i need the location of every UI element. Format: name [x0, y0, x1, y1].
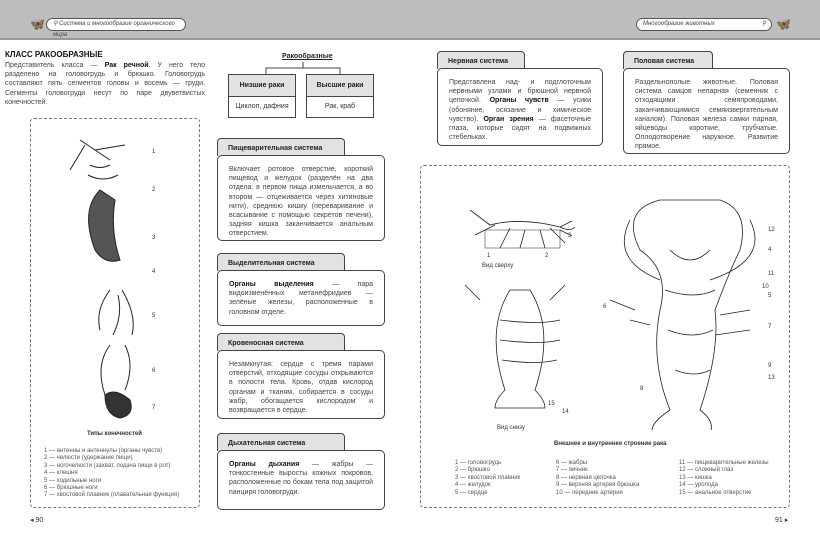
left-header-search[interactable]: [46, 18, 186, 38]
marker-2: 2: [152, 187, 156, 193]
figure-caption: Внешнее и внутреннее строение рака: [554, 441, 667, 447]
circulatory-system-box: Незамкнутая: сердце с тремя парами отверстий, отходящие сосуды открываются в полости тела. Кровь, отдав кислород органам и тканям, собирается в сосуды жабр, обогащается кислородом и возвращается в сердце.: [217, 350, 385, 419]
section-title: КЛАСС РАКООБРАЗНЫЕ: [5, 50, 103, 59]
circulatory-system-title: Кровеносная система: [217, 333, 345, 351]
excretory-system-box: Органы выделения — пара видоизменённых метанефридиев — зелёные железы, расположенные в головном отделе.: [217, 270, 385, 326]
class-lower-crustaceans: Низшие раки Циклоп, дафния: [228, 74, 296, 118]
top-view-label: Вид сверху: [482, 263, 514, 269]
right-header-text: Многообразие животных: [643, 21, 715, 27]
nervous-system-box: Представлена над- и подглоточным нервными узлами и брюшной нервной цепочкой. Органы чувств — усики (обоняние, осязание и химическое чувство). Орган зрения — фасеточные глаза, которые сидят на подвижных стебельках.: [437, 68, 603, 146]
respiratory-system-box: Органы дыхания — жабры — тонкостенные выросты кожных покровов, расположенные по бокам тела под защитой панциря головогруди.: [217, 450, 385, 510]
legend-column-1: 1 — головогрудь 2 — брюшко 3 — хвостовой плавник 4 — желудок 5 — сердце: [455, 460, 521, 496]
nervous-system-title: Нервная система: [437, 51, 525, 69]
tree-root: Ракообразные: [282, 53, 333, 60]
crayfish-structure-illustration: [450, 190, 790, 430]
legend-column-2: 6 — жабры 7 — яичник 8 — нервная цепочка 9 — верхняя артерия брюшка 10 — передние артерии: [556, 460, 640, 496]
butterfly-icon: 🦋: [776, 17, 791, 31]
digestive-system-box: Включает ротовое отверстие, короткий пищевод и желудок (разделён на два отдела: в первом пища измельчается, а во втором — отцеживается через хитиновые нити), среднюю кишку (переваривание и всасывание с помощью секретов печени), задняя кишка заканчивается анальным отверстием.: [217, 155, 385, 241]
page-number-left: ◂ 90: [30, 517, 44, 524]
digestive-system-title: Пищеварительная система: [217, 138, 345, 156]
search-icon: ⚲: [53, 21, 60, 27]
intro-text: Представитель класса — Рак речной. У него тело разделено на головогрудь и брюшко. Головогрудь составляют пять сегментов головы и восемь — груди. Сегменты головогруди несут по паре двуветвистых конечностей.: [5, 62, 206, 106]
legend-column-3: 11 — пищеварительные железы 12 — сложный глаз 13 — кишка 14 — уропода 15 — анальное отверстие: [679, 460, 769, 496]
search-icon: ⚲: [761, 21, 766, 27]
marker-6: 6: [152, 368, 156, 374]
reproductive-system-title: Половая система: [623, 51, 713, 69]
class-higher-crustaceans: Высшие раки Рак, краб: [306, 74, 374, 118]
marker-7: 7: [152, 405, 156, 411]
marker-5: 5: [152, 313, 156, 319]
marker-3: 3: [152, 235, 156, 241]
limbs-caption: Типы конечностей: [87, 431, 142, 437]
limbs-legend: 1 — антенны и антеннулы (органы чувств) 2 — челюсти (удержание пищи) 3 — ногочелюсти (захват, подача пищи в рот) 4 — клешня 5 — ходильные ноги 6 — брюшные ноги 7 — хвостовой плавник (плавательная функция): [44, 448, 180, 499]
reproductive-system-box: Раздельнополые животные. Половая система самцов непарная (семенник с отходящими семяпроводами, заканчивающимися семяизвергательным каналом). Половая железа самки парная, яйцеводы короткие, трубчатые. Оплодотворение наружное. Развитие прямое.: [623, 68, 790, 154]
bottom-view-label: Вид снизу: [497, 425, 525, 431]
excretory-system-title: Выделительная система: [217, 253, 345, 271]
crayfish-limbs-illustration: [40, 130, 160, 420]
right-header-search[interactable]: [636, 18, 772, 31]
left-header-text: Система и многообразие органического мира: [53, 21, 175, 38]
marker-1: 1: [152, 149, 156, 155]
butterfly-icon: 🦋: [30, 17, 45, 31]
marker-4: 4: [152, 269, 156, 275]
page-number-right: 91 ▸: [775, 517, 789, 524]
respiratory-system-title: Дыхательная система: [217, 433, 345, 451]
